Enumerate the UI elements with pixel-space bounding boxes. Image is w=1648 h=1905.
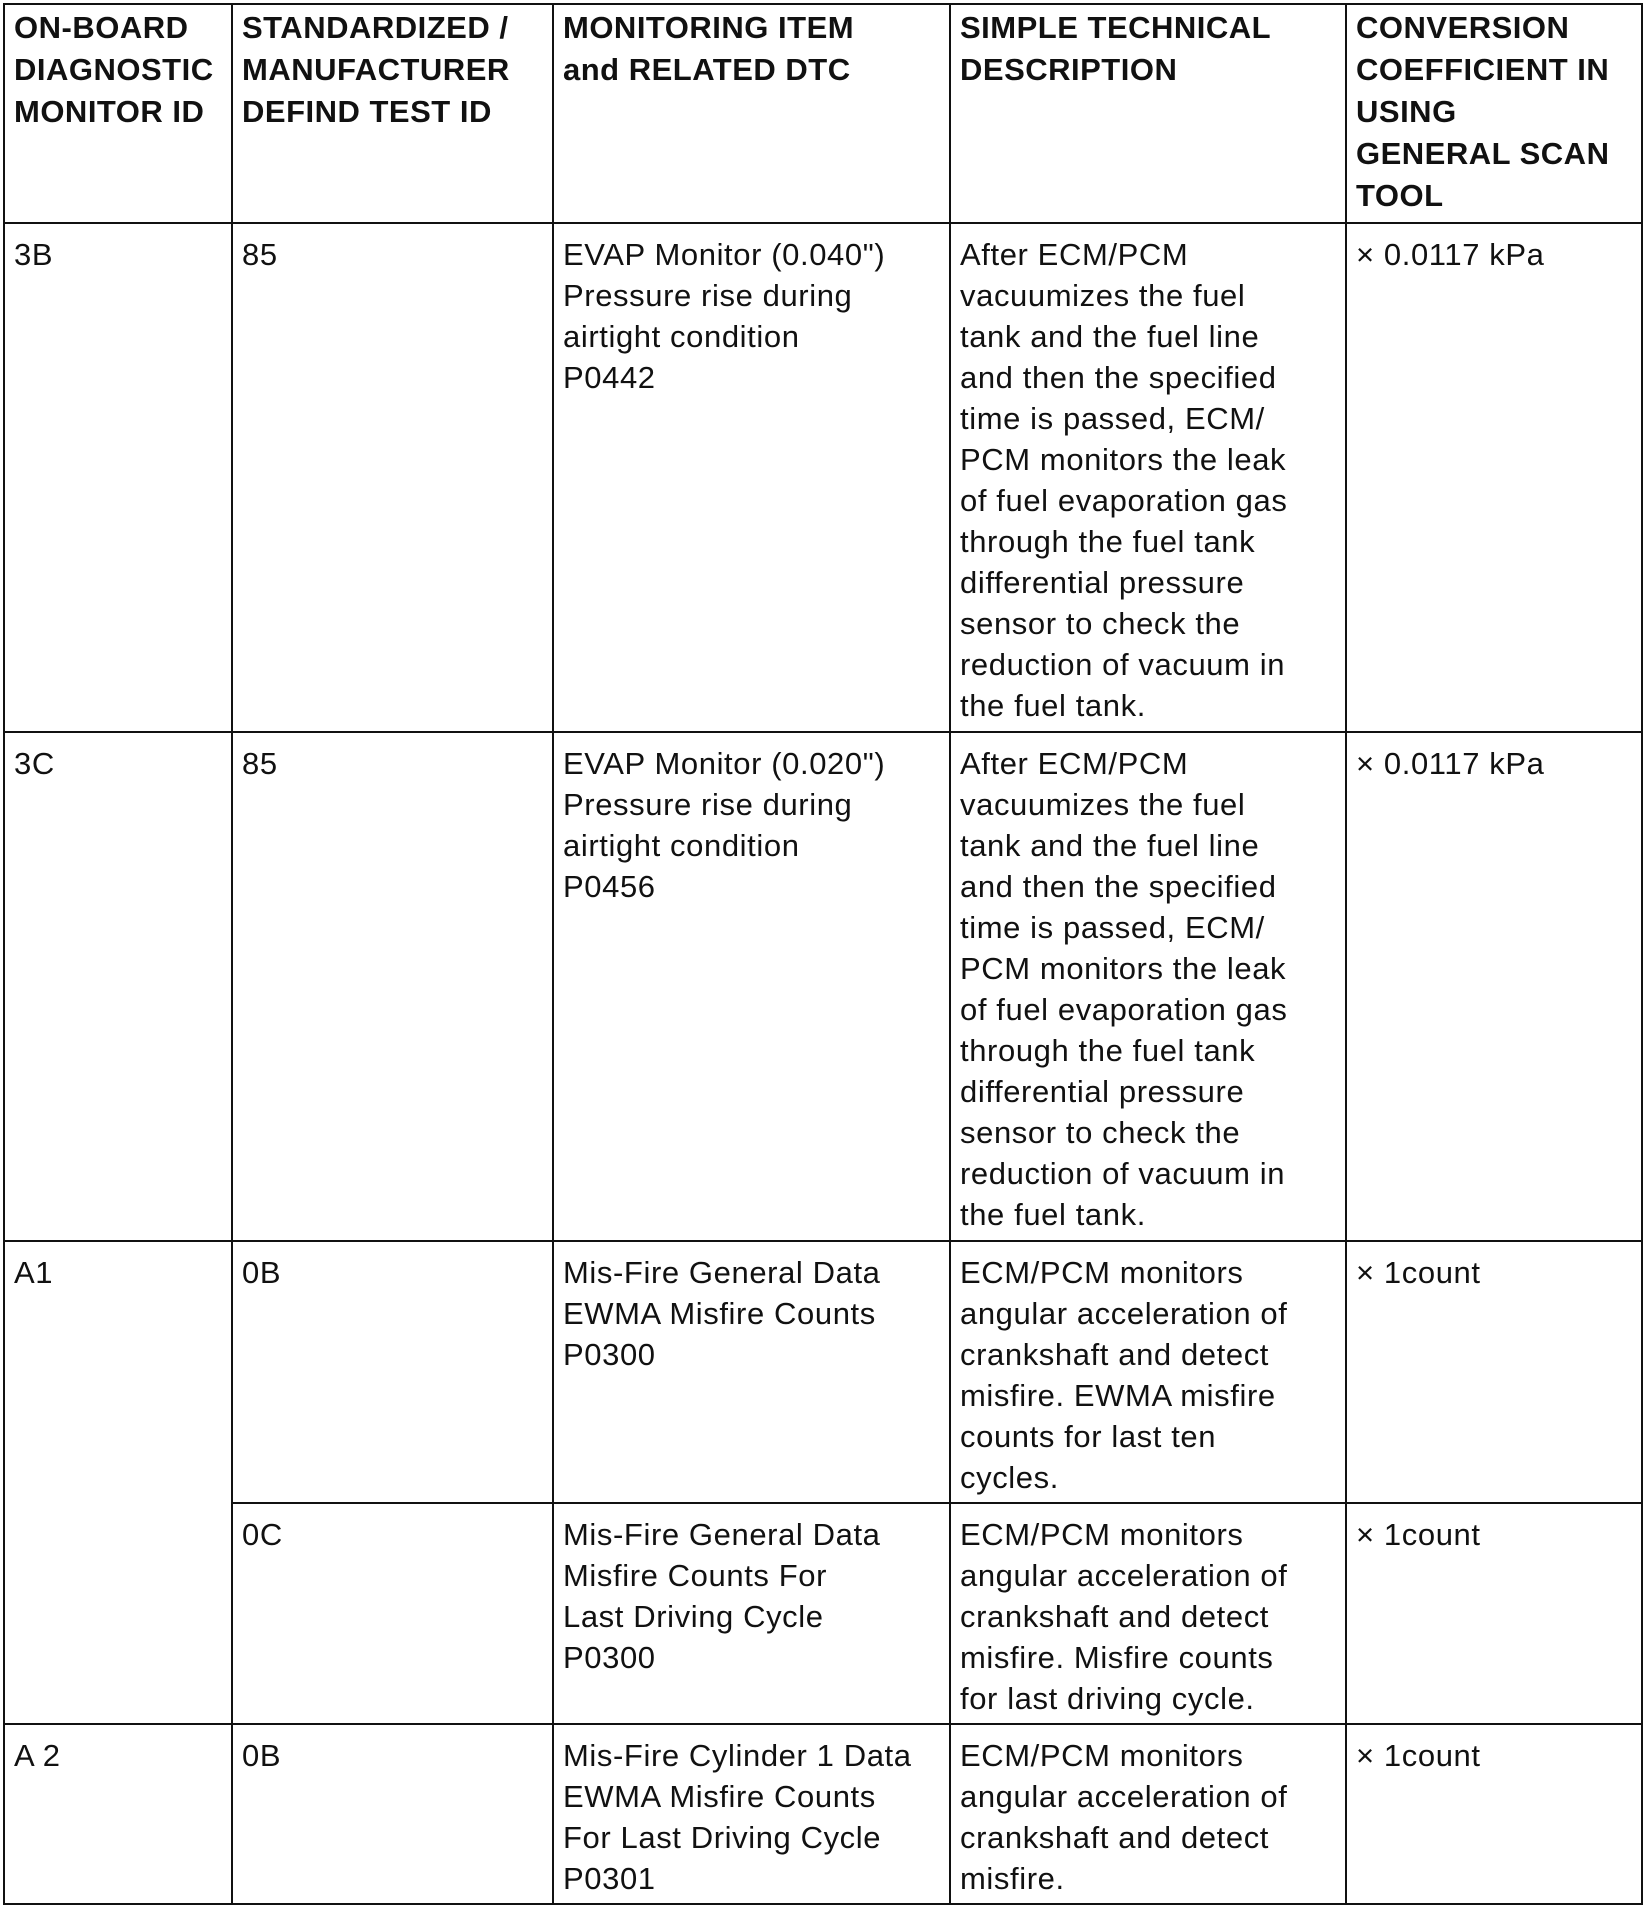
coefficient-cell: × 0.0117 kPa xyxy=(1346,223,1642,732)
header-row xyxy=(4,4,1642,223)
coefficient-cell: × 1count xyxy=(1346,1724,1642,1904)
test-id-cell: 85 xyxy=(232,223,553,732)
coefficient-cell: × 0.0117 kPa xyxy=(1346,732,1642,1241)
description-cell: ECM/PCM monitors angular acceleration of crankshaft and detect misfire. EWMA misfire counts for last ten cycles. xyxy=(950,1241,1346,1503)
monitor-id-cell: 3B xyxy=(4,223,232,732)
table-row xyxy=(4,1724,1642,1904)
test-id-cell: 85 xyxy=(232,732,553,1241)
monitoring-item-cell: Mis-Fire General Data EWMA Misfire Counts P0300 xyxy=(553,1241,950,1503)
description-cell: ECM/PCM monitors angular acceleration of crankshaft and detect misfire. xyxy=(950,1724,1346,1904)
test-id-cell: 0B xyxy=(232,1724,553,1904)
table-row xyxy=(4,1241,1642,1503)
header-conversion-coefficient: CONVERSION COEFFICIENT IN USING GENERAL SCAN TOOL xyxy=(1346,4,1642,223)
monitor-id-cell: A1 xyxy=(4,1241,232,1724)
description-cell: ECM/PCM monitors angular acceleration of crankshaft and detect misfire. Misfire counts for last driving cycle. xyxy=(950,1503,1346,1724)
monitoring-item-cell: EVAP Monitor (0.020") Pressure rise during airtight condition P0456 xyxy=(553,732,950,1241)
header-monitor-id: ON-BOARD DIAGNOSTIC MONITOR ID xyxy=(4,4,232,223)
description-cell: After ECM/PCM vacuumizes the fuel tank and the fuel line and then the specified time is passed, ECM/ PCM monitors the leak of fuel evaporation gas through the fuel tank differential pressure sensor to check the reduction of vacuum in the fuel tank. xyxy=(950,732,1346,1241)
test-id-cell: 0B xyxy=(232,1241,553,1503)
monitoring-item-cell: Mis-Fire General Data Misfire Counts For Last Driving Cycle P0300 xyxy=(553,1503,950,1724)
header-monitoring-item: MONITORING ITEM and RELATED DTC xyxy=(553,4,950,223)
table-row xyxy=(4,732,1642,1241)
table-row xyxy=(4,1503,1642,1724)
monitoring-item-cell: Mis-Fire Cylinder 1 Data EWMA Misfire Counts For Last Driving Cycle P0301 xyxy=(553,1724,950,1904)
coefficient-cell: × 1count xyxy=(1346,1503,1642,1724)
table-row xyxy=(4,223,1642,732)
header-test-id: STANDARDIZED / MANUFACTURER DEFIND TEST ID xyxy=(232,4,553,223)
monitoring-item-cell: EVAP Monitor (0.040") Pressure rise during airtight condition P0442 xyxy=(553,223,950,732)
monitor-id-cell: A 2 xyxy=(4,1724,232,1904)
monitor-id-cell: 3C xyxy=(4,732,232,1241)
header-description: SIMPLE TECHNICAL DESCRIPTION xyxy=(950,4,1346,223)
monitor-dtc-table xyxy=(3,3,1643,1905)
test-id-cell: 0C xyxy=(232,1503,553,1724)
coefficient-cell: × 1count xyxy=(1346,1241,1642,1503)
description-cell: After ECM/PCM vacuumizes the fuel tank and the fuel line and then the specified time is passed, ECM/ PCM monitors the leak of fuel evaporation gas through the fuel tank differential pressure sensor to check the reduction of vacuum in the fuel tank. xyxy=(950,223,1346,732)
